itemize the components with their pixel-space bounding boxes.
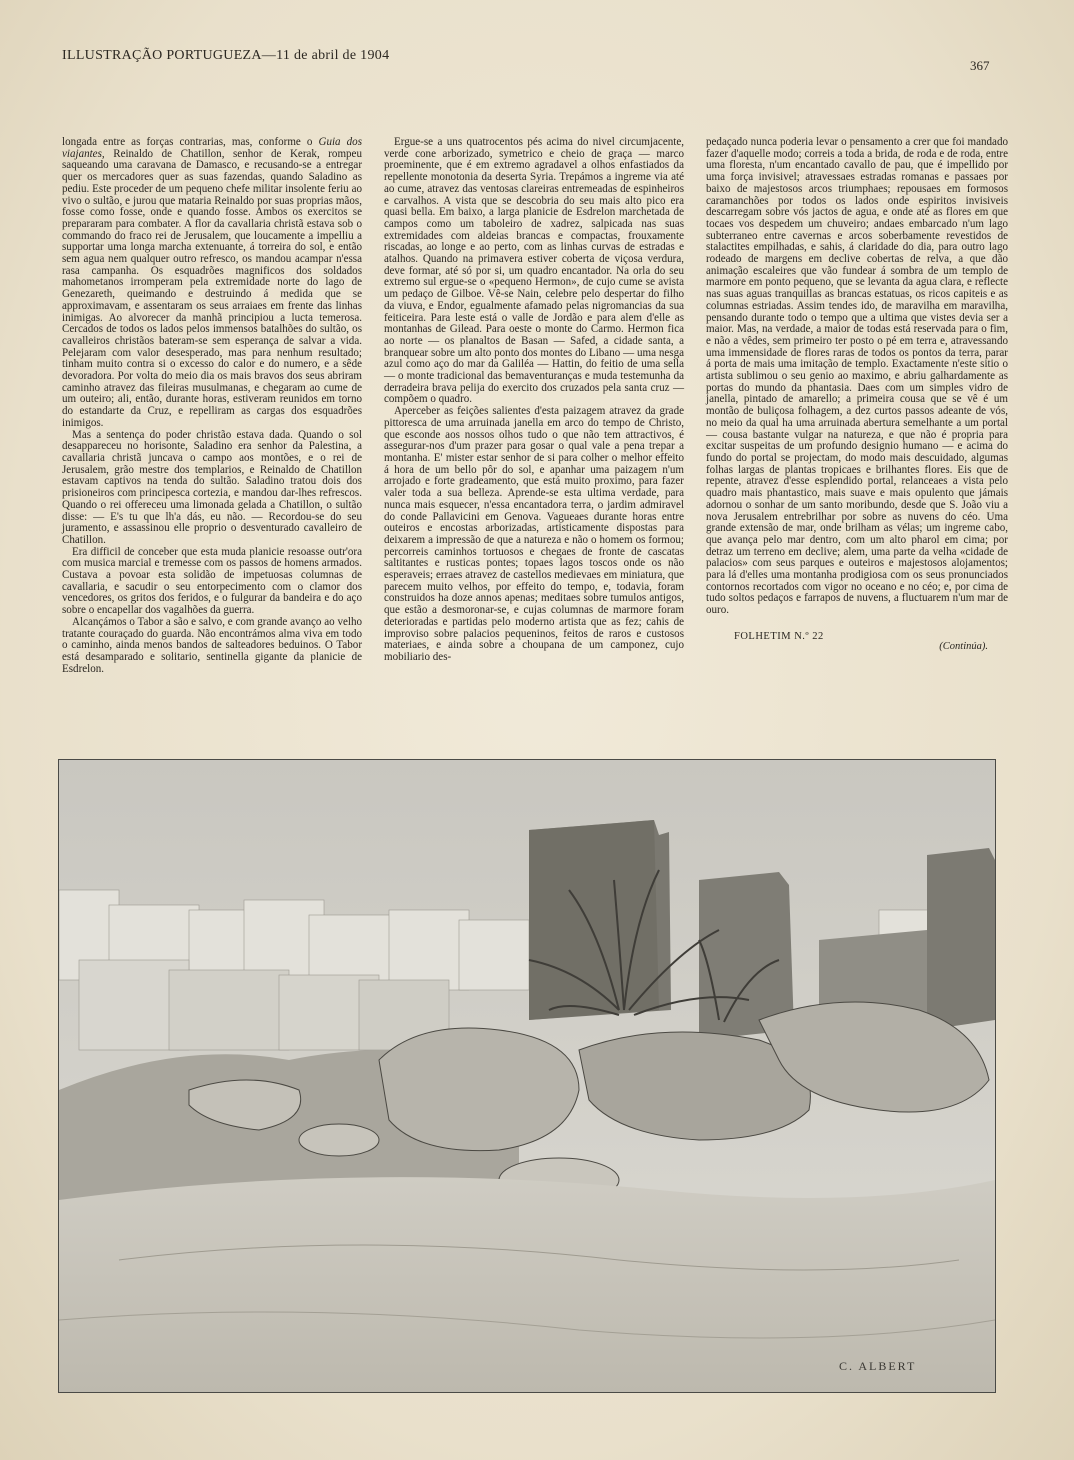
paragraph — [62, 137, 362, 430]
paragraph-text: longada entre as forças contrarias, mas, conforme o Guia dos viajantes, Reinaldo de Chatillon, senhor de Kerak, rompeu saqueando uma caravana de Damasco, e recusando-se a entregar quer os mercadores quer as suas fazendas, quando Saladino as pediu. Este proceder de um pequeno chefe militar insolente feriu ao vivo o sultão, e jurou que mataria Reinaldo por suas proprias mãos, fosse como fosse, onde e quando fosse. Ambos os exercitos se prepararam para combater. A flor da cavallaria christã estava sob o commando do fraco rei de Jerusalem, que loucamente a impelliu a supportar uma longa marcha extenuante, á torreira do sol, e então sem agua nem qualquer outro refresco, os mandou acampar n'essa rasa campanha. Os esquadrões magnificos dos soldados mahometanos irromperam pela extremidade norte do lago de Genezareth, queimando e destruindo á medida que se approximavam, e assentaram os seus arraiaes em frente das linhas inimigas. Ao alvorecer da manhã principiou a lucta temerosa. Cercados de todos os lados pelos immensos batalhões do sultão, os cavalleiros christãos bateram-se sem esperança de salvar a vida. Pelejaram com valor desesperado, mas para nenhum resultado; tinham muito contra si o excesso do calor e do numero, e a sêde devoradora. Por volta do meio dia os mais bravos dos seus abriram caminho atravez das fileiras musulmanas, e chegaram ao cume de um outeiro; ali, então, durante horas, estiveram reunidos em torno do estandarte da Cruz, e repelliram as cargas dos esquadrões inimigos. — [62, 136, 362, 429]
text-column-2 — [384, 137, 684, 664]
continua-note: (Continúa). — [939, 640, 988, 652]
paragraph: Era difficil de conceber que esta muda planicie resoasse outr'ora com musica marcial e tremesse com os passos de homens armados. Custava a povoar esta solidão de impetuosas columnas de cavallaria, e sacudir o seu entorpecimento com o clamor dos vencedores, os gritos dos feridos, e o fulgurar da bandeira e do aço sobre o encapellar dos vagalhões da guerra. — [62, 545, 362, 617]
paragraph: pedaçado nunca poderia levar o pensamento a crer que foi mandado fazer d'aquelle modo; correis a toda a brida, de roda e de roda, entre uma floresta, n'um encantado cavallo de pau, que é impellido por uma força invisivel; atravessaes estradas romanas e passaes por baixo de majestosos arcos triumphaes; repousaes em formosos caramanchões por todos os lados onde espiritos invisiveis descarregam sobre vós jactos de agua, e onde até as flores em que tocaes vos despedem um chuveiro; andaes embarcado n'um lago subterraneo entre cavernas e arcos soberbamente revestidos de stalactites empilhadas, e sahis, á claridade do dia, para outro lago rodeado de margens em declive cobertas de relva, a que dão animação escaleires que vão fundear á sombra de um templo de marmore em ponto pequeno, que se levanta da agua clara, e reflecte nas suas aguas tranquillas as brancas estatuas, os ricos capiteis e as columnas estriadas. Assim tendes ido, de maravilha em maravilha, pensando durante todo o tempo que a ultima que vistes devia ser a maior. Mas, na verdade, a maior de todas está reservada para o fim, e não a vêdes, sem primeiro ter posto o pé em terra e, atravessando uma immensidade de flores raras de todos os pontos da terra, parar á porta de mais uma imitação de templo. Exactamente n'este sitio o artista sublimou o seu genio ao maximo, e abriu galhardamente as portas do mundo da phantasia. Daes com um simples vidro de janella, pintado de amarello; a primeira cousa que se vê é um montão de buliçosa folhagem, a dez curtos passos adeante de vós, no meio da qual ha uma arruinada abertura semelhante a um portal — cousa bastante vulgar na natureza, e que não é propria para excitar suspeitas de um profundo designio humano — e acima do fundo do portal se projectam, do modo mais descuidado, algumas folhas largas de plantas tropicaes e brilhantes flores. Eis que de repente, atravez d'esse esplendido portal, relanceaes a vista pelo quadro mais phantastico, mais suave e mais opulento que jámais adornou o sonhar de um santo moribundo, desde que S. João viu a nova Jerusalem entrebrilhar por sobre as nuvens do céo. Uma grande extensão de mar, onde brilham as vélas; um ingreme cabo, que avança pelo mar dentro, com um alto pharol em cima; por detraz um terreno em declive; alem, uma parte da velha «cidade de palacios» com seus parques e outeiros e majestosos alojamentos; para lá d'elles uma montanha prodigiosa com os seus pronunciados contornos recortados com vigor no oceano e no céo; e, por cima de tudo soltos pedaços e farrapos de nuvens, a fluctuarem n'um mar de ouro. — [706, 136, 1008, 617]
running-head: ILLUSTRAÇÃO PORTUGUEZA—11 de abril de 1904 — [62, 48, 390, 63]
italic-title: Guia dos viajantes, — [62, 136, 362, 160]
illustration-ruins-landscape — [58, 759, 996, 1393]
paragraph: Aperceber as feições salientes d'esta paizagem atravez da grade pittoresca de uma arruinada janella em arco do tempo de Christo, que esconde aos nossos olhos tudo o que não tem attractivos, é assegurar-nos d'um prazer para gosar o qual vale a pena trepar a montanha. E' mister estar senhor de si para colher o melhor effeito á hora de um bello pôr do sol, e apanhar uma paizagem n'um arrojado e forte gradeamento, que está muito proximo, para fazer valer toda a sua belleza. Aprende-se esta ultima verdade, para nunca mais esquecer, n'essa encantadora terra, o jardim admiravel do conde Pallavicini em Genova. Vagueaes durante horas entre outeiros e encostas arborizadas, artisticamente dispostas para deixarem a impressão de que a natureza e não o homem os formou; percorreis caminhos tortuosos e chegaes de fronte de cascatas saltitantes e rusticas pontes; topaes lagos toscos onde os não esperaveis; erraes atravez de castellos medievaes em miniatura, que parecem muito velhos, por effeito do tempo, e, todavia, foram construidos ha doze annos apenas; meditaes sobre tumulos antigos, que estão a desmoronar-se, e cujas columnas de marmore foram deterioradas e partidas pelo moderno artista que as fez; cahis de improviso sobre palacios pequeninos, feitos de raros e custosos materiaes, e ainda sobre a choupana de um camponez, cujo mobiliario des- — [384, 405, 684, 663]
artist-signature: C. ALBERT — [839, 1359, 917, 1373]
text-column-3 — [706, 136, 1008, 652]
column-footer — [706, 630, 1008, 652]
page-number: 367 — [970, 58, 990, 73]
paragraph: Mas a sentença do poder christão estava dada. Quando o sol desappareceu no horisonte, Saladino era senhor da Palestina, a cavallaria christã juncava o campo aos montões, e o rei de Jerusalem, grão mestre dos templarios, e Reinaldo de Chatillon estavam captivos na tenda do sultão. Saladino tratou dois dos prisioneiros com principesca cortezia, e mandou dar-lhes refrescos. Quando o rei offereceu uma limonada gelada a Chatillon, o sultão disse: — E's tu que lh'a dás, eu não. — Recordou-se do seu juramento, e assassinou elle proprio o desventurado cavalleiro de Chatillon. — [62, 428, 362, 546]
paragraph: Alcançámos o Tabor a são e salvo, e com grande avanço ao velho tratante couraçado do guarda. Não encontrámos alma viva em todo o caminho, ainda menos bandos de salteadores beduinos. O Tabor está desamparado e solitario, sentinella gigante da planicie de Esdrelon. — [62, 615, 362, 675]
folhetim-number: FOLHETIM N.º 22 — [734, 630, 824, 642]
text-column-1 — [62, 137, 362, 675]
paragraph: Ergue-se a uns quatrocentos pés acima do nivel circumjacente, verde cone arborizado, symetrico e cheio de graça — marco proeminente, que é em extremo agradavel a olhos enfastiados da repellente monotonia da deserta Syria. Trepámos a ingreme via até ao cume, atravez das ventosas clareiras entremeadas de espinheiros e carvalhos. A vista que se descobria do seu mais alto pico era quasi bella. Em baixo, a larga planicie de Esdrelon marchetada de campos como um taboleiro de xadrez, salpicada nas suas extremidades com aldeias brancas e compactas, frouxamente riscadas, ao longe e ao perto, com as linhas curvas de estradas e atalhos. Quando na primavera estiver coberta de viçosa verdura, deve formar, até só por si, um quadro encantador. Na orla do seu extremo sul ergue-se o «pequeno Hermon», de cujo cume se avista um pedaço de Gilboe. Vê-se Nain, celebre pelo despertar do filho da viuva, e Endor, egualmente afamado pelas nigromancias da sua feiticeira. Para leste está o valle de Jordão e para alem d'elle as montanhas de Gilead. Para oeste o monte do Carmo. Hermon fica ao norte — os planaltos de Basan — Safed, a cidade santa, a branquear sobre um alto ponto dos montes do Libano — uma nesga azul como aço do mar da Galiléa — Hattin, do feitio de uma sella — o monte tradicional das bemaventuranças e muda testemunha da derradeira brava pelija do exercito dos cruzados pela santa cruz — compõem o quadro. — [384, 136, 684, 406]
illustration-drawing — [59, 760, 995, 1392]
